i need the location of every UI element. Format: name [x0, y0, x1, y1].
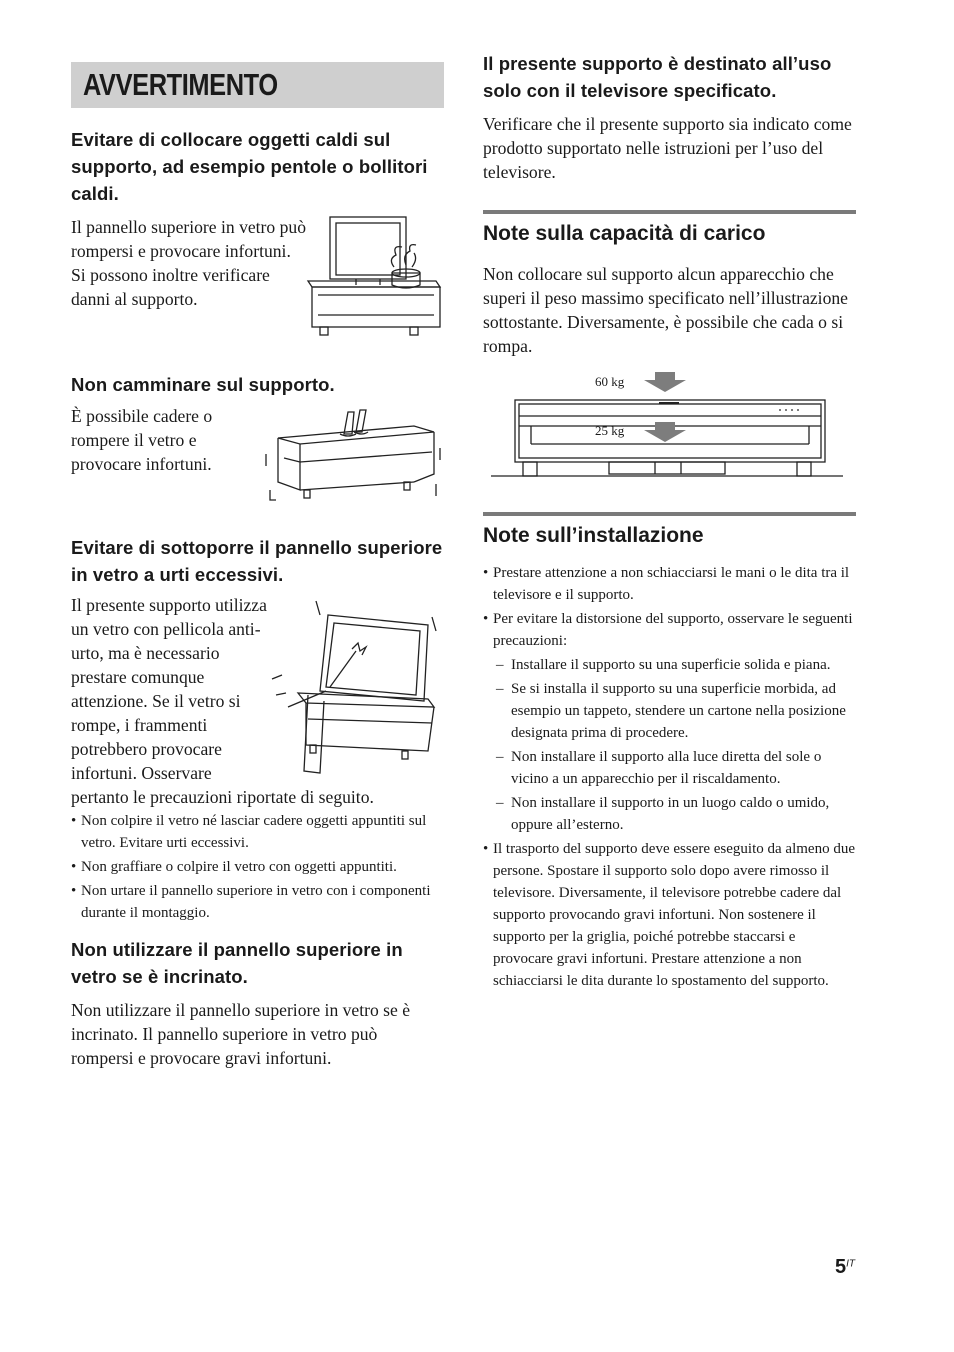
installation-notes-list — [483, 562, 856, 652]
body-no-walking: È possibile cadere o rompere il vetro e provocare infortuni. — [71, 406, 213, 474]
stepping-on-stand-illustration — [264, 404, 444, 504]
page-title: AVVERTIMENTO — [71, 62, 444, 108]
hot-pot-on-stand-illustration — [306, 215, 444, 337]
impact-on-glass-illustration — [268, 595, 444, 775]
load-label-bottom: 25 kg — [595, 423, 625, 438]
body-no-impact: Il presente supporto utilizza un vetro con pellicola anti-urto, ma è necessario prestare comunque attenzione. Se il vetro si rompe, i frammenti potrebbero provocare infortuni. Osservare pertanto le precauzioni riportate di seguito. — [71, 595, 374, 807]
heading-no-impact: Evitare di sottoporre il pannello superiore in vetro a urti eccessivi. — [71, 537, 443, 585]
load-label-top: 60 kg — [595, 374, 625, 389]
body-load-capacity: Non collocare sul supporto alcun apparecchio che superi il peso massimo specificato nell’illustrazione sottostante. Diversamente, è possibile che cada o si rompa. — [483, 264, 848, 356]
stand-front-view — [483, 370, 856, 488]
list-item: • Per evitare la distorsione del supporto, osservare le seguenti precauzioni: — [483, 608, 856, 652]
body-specified-tv: Verificare che il presente supporto sia indicato come prodotto supportato nelle istruzioni per l’uso del televisore. — [483, 114, 852, 182]
heading-cracked-glass: Non utilizzare il pannello superiore in vetro se è incrinato. — [71, 939, 403, 987]
list-item: • Prestare attenzione a non schiacciarsi le mani o le dita tra il televisore e il supporto. — [483, 562, 856, 606]
load-capacity-diagram — [483, 370, 856, 488]
list-item: – Se si installa il supporto su una superficie morbida, ad esempio un tappeto, stendere un cartone nella posizione designata prima di procedere. — [483, 678, 856, 744]
list-item: – Non installare il supporto in un luogo caldo o umido, oppure all’esterno. — [483, 792, 856, 836]
left-column — [71, 62, 444, 1070]
list-item: – Non installare il supporto alla luce diretta del sole o vicino a un apparecchio per il riscaldamento. — [483, 746, 856, 790]
heading-hot-objects: Evitare di collocare oggetti caldi sul supporto, ad esempio pentole o bollitori caldi. — [71, 129, 428, 204]
distortion-precautions-list — [483, 654, 856, 836]
list-item: • Non colpire il vetro né lasciar cadere oggetti appuntiti sul vetro. Evitare urti eccessivi. — [71, 810, 444, 854]
list-item: • Non graffiare o colpire il vetro con oggetti appuntiti. — [71, 856, 444, 878]
list-item: • Non urtare il pannello superiore in vetro con i componenti durante il montaggio. — [71, 880, 444, 924]
heading-specified-tv: Il presente supporto è destinato all’uso solo con il televisore specificato. — [483, 53, 832, 101]
impact-precautions-list — [71, 810, 444, 924]
body-hot-objects: Il pannello superiore in vetro può rompersi e provocare infortuni. Si possono inoltre verificare danni al supporto. — [71, 217, 307, 309]
heading-installation: Note sull’installazione — [483, 512, 856, 550]
list-item: – Installare il supporto su una superficie solida e piana. — [483, 654, 856, 676]
page-number: $5^{IT}$ — [835, 1256, 856, 1278]
heading-no-walking: Non camminare sul supporto. — [71, 374, 335, 395]
load-arrow-bottom — [644, 422, 686, 442]
transport-notes-list — [483, 838, 856, 992]
right-column — [483, 50, 856, 992]
list-item: • Il trasporto del supporto deve essere eseguito da almeno due persone. Spostare il supporto solo dopo avere rimosso il televisore. Diversamente, il televisore potrebbe cadere dal supporto provocando gravi infortuni. Non sostenere il supporto per la griglia, poiché potrebbe staccarsi e provocare gravi infortuni. Prestare attenzione a non schiacciarsi le dita durante lo spostamento del supporto. — [483, 838, 856, 992]
load-arrow-top — [644, 372, 686, 392]
heading-load-capacity: Note sulla capacità di carico — [483, 210, 856, 248]
body-cracked-glass: Non utilizzare il pannello superiore in vetro se è incrinato. Il pannello superiore in vetro può rompersi e provocare gravi infortuni. — [71, 1000, 411, 1068]
